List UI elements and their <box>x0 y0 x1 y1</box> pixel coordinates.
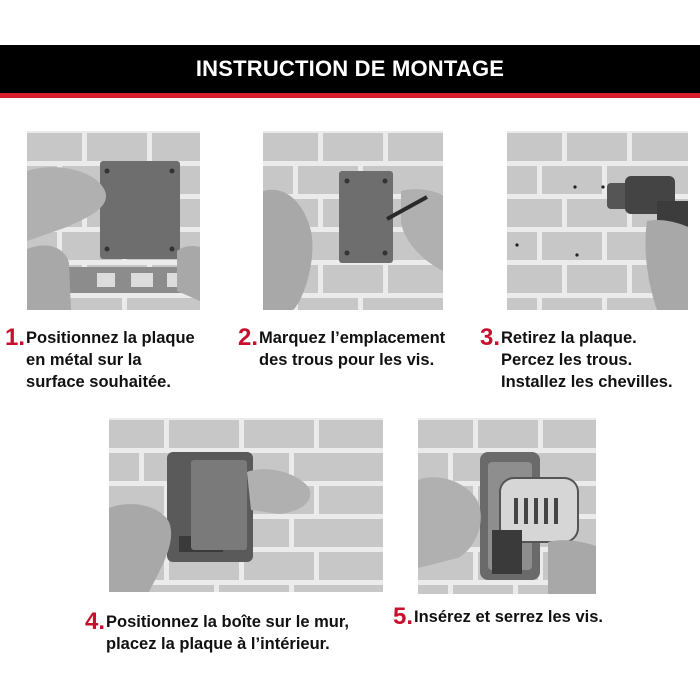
step-2-number: 2. <box>238 324 259 351</box>
step-1-text: Positionnez la plaque en métal sur la surface souhaitée. <box>26 329 195 391</box>
box-on-wall-image <box>109 418 383 592</box>
step-1-photo <box>27 131 200 310</box>
step-3-photo <box>507 131 688 310</box>
step-1 <box>5 324 195 393</box>
step-1-number: 1. <box>5 324 26 351</box>
step-4 <box>85 608 349 655</box>
step-2-text: Marquez l’emplacement des trous pour les vis. <box>259 329 446 369</box>
pen-marking-plate-image <box>263 131 443 310</box>
step-5-number: 5. <box>393 603 414 630</box>
hands-level-plate-image <box>27 131 200 310</box>
drilling-wall-image <box>507 131 688 310</box>
screwdriver-box-image <box>418 418 596 594</box>
header-banner <box>0 45 700 98</box>
step-3 <box>480 324 673 393</box>
step-5 <box>393 603 603 630</box>
step-4-number: 4. <box>85 608 106 635</box>
step-2-photo <box>263 131 443 310</box>
step-5-photo <box>418 418 596 594</box>
step-3-text: Retirez la plaque. Percez les trous. Installez les chevilles. <box>501 329 673 391</box>
step-3-number: 3. <box>480 324 501 351</box>
step-2 <box>238 324 446 371</box>
step-4-photo <box>109 418 383 592</box>
step-4-text: Positionnez la boîte sur le mur, placez la plaque à l’intérieur. <box>106 613 349 653</box>
page-title: INSTRUCTION DE MONTAGE <box>195 56 505 81</box>
step-5-text: Insérez et serrez les vis. <box>414 608 603 626</box>
